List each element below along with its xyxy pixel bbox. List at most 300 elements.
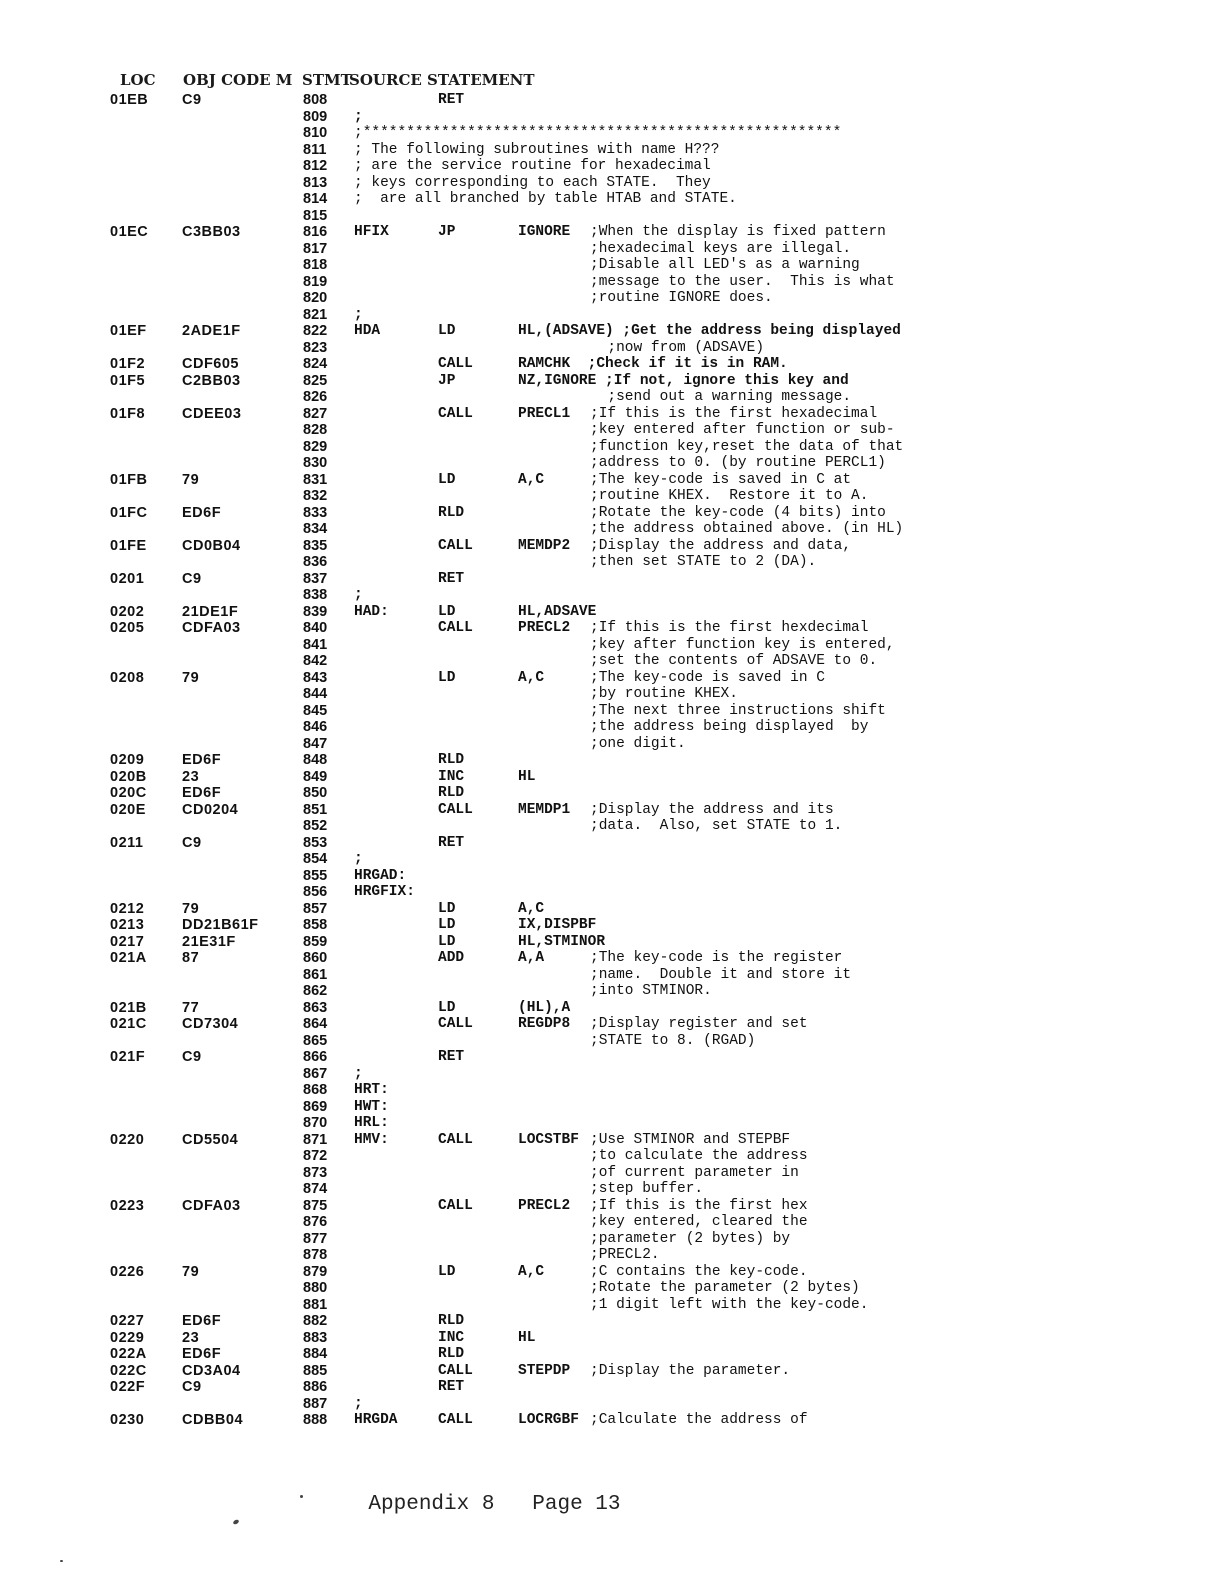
line-loc: 0229 [110, 1329, 145, 1346]
line-operand: A,C [518, 471, 545, 488]
listing-line [0, 1115, 1224, 1132]
line-label: HRGAD: [354, 867, 407, 884]
line-operand: HL,(ADSAVE) ;Get the address being displayed [518, 323, 901, 339]
listing-line [0, 389, 1224, 406]
line-opcode: CALL [438, 405, 473, 422]
line-comment-block: ; keys corresponding to each STATE. They [354, 174, 711, 191]
line-loc: 022F [110, 1379, 146, 1395]
line-stmt: 842 [303, 653, 328, 669]
line-loc: 01EF [110, 323, 147, 339]
listing-line [0, 637, 1224, 654]
line-stmt: 830 [303, 455, 328, 471]
line-operand: PRECL1 [518, 405, 571, 422]
column-header [115, 71, 535, 91]
line-comment: ;The next three instructions shift [590, 702, 886, 719]
listing-line [0, 1181, 1224, 1198]
listing-line [0, 323, 1224, 340]
line-comment: ;Display register and set [590, 1016, 808, 1032]
line-loc: 020E [110, 801, 146, 818]
line-stmt: 836 [303, 554, 328, 570]
line-stmt: 854 [303, 851, 328, 867]
line-opcode: JP [438, 224, 456, 240]
listing-line [0, 340, 1224, 357]
line-obj-code: CD0204 [182, 801, 239, 818]
line-operand: HL,STMINOR [518, 933, 606, 950]
line-obj-code: 79 [182, 900, 200, 917]
line-comment: ;now from (ADSAVE) [590, 339, 765, 356]
line-obj-code: C9 [182, 1049, 202, 1065]
line-stmt: 848 [303, 752, 328, 768]
line-comment: ;key entered, cleared the [590, 1214, 808, 1230]
line-label: ; [354, 306, 363, 323]
line-stmt: 837 [303, 570, 328, 587]
line-stmt: 809 [303, 108, 328, 125]
listing-line [0, 1363, 1224, 1380]
listing-line [0, 983, 1224, 1000]
listing-line [0, 241, 1224, 258]
line-comment: ;set the contents of ADSAVE to 0. [590, 653, 878, 669]
line-stmt: 875 [303, 1197, 328, 1214]
line-stmt: 810 [303, 125, 328, 141]
listing-line [0, 538, 1224, 555]
line-loc: 021A [110, 950, 147, 966]
listing-line [0, 472, 1224, 489]
listing-line [0, 670, 1224, 687]
listing-line [0, 1033, 1224, 1050]
line-stmt: 869 [303, 1098, 328, 1115]
listing-line [0, 1280, 1224, 1297]
line-obj-code: C9 [182, 570, 202, 587]
line-loc: 021B [110, 999, 147, 1016]
line-stmt: 861 [303, 966, 328, 983]
line-opcode: CALL [438, 1131, 473, 1148]
line-stmt: 845 [303, 702, 328, 719]
line-loc: 0208 [110, 669, 145, 686]
line-stmt: 874 [303, 1181, 328, 1197]
line-stmt: 812 [303, 158, 328, 174]
listing-line [0, 1264, 1224, 1281]
line-stmt: 844 [303, 686, 328, 702]
line-label: HDA [354, 323, 381, 339]
page-footer [318, 1470, 620, 1539]
line-comment: ;address to 0. (by routine PERCL1) [590, 455, 886, 471]
line-opcode: CALL [438, 801, 473, 818]
line-loc: 01EC [110, 224, 149, 240]
line-loc: 020B [110, 768, 147, 785]
line-loc: 01FB [110, 471, 148, 488]
line-stmt: 872 [303, 1148, 328, 1164]
line-opcode: ADD [438, 950, 465, 966]
listing-line [0, 208, 1224, 225]
line-stmt: 865 [303, 1032, 328, 1049]
line-stmt: 855 [303, 867, 328, 884]
line-stmt: 884 [303, 1346, 328, 1362]
line-label: ; [354, 108, 363, 125]
line-comment: ;When the display is fixed pattern [590, 224, 886, 240]
line-loc: 0220 [110, 1131, 145, 1148]
line-comment: ;The key-code is saved in C at [590, 471, 852, 488]
line-label: ; [354, 851, 363, 867]
line-stmt: 831 [303, 471, 328, 488]
line-opcode: LD [438, 323, 456, 339]
line-opcode: RLD [438, 1346, 465, 1362]
line-stmt: 814 [303, 191, 328, 207]
line-stmt: 888 [303, 1412, 328, 1428]
line-obj-code: C9 [182, 92, 202, 108]
line-stmt: 846 [303, 719, 328, 735]
line-loc: 01FC [110, 504, 148, 521]
listing-line [0, 307, 1224, 324]
line-stmt: 863 [303, 999, 328, 1016]
line-stmt: 859 [303, 933, 328, 950]
line-opcode: RET [438, 1049, 465, 1065]
line-loc: 022C [110, 1362, 147, 1379]
line-loc: 01F5 [110, 372, 146, 389]
line-opcode: CALL [438, 356, 473, 372]
line-loc: 01EB [110, 92, 149, 108]
line-loc: 020C [110, 785, 147, 801]
line-stmt: 829 [303, 438, 328, 455]
line-comment: ;name. Double it and store it [590, 966, 852, 983]
line-operand: LOCSTBF [518, 1131, 579, 1148]
line-stmt: 858 [303, 917, 328, 933]
line-obj-code: 2ADE1F [182, 323, 241, 339]
line-opcode: LD [438, 1263, 456, 1280]
listing-line [0, 274, 1224, 291]
line-comment-block: ; are all branched by table HTAB and STATE. [354, 191, 737, 207]
listing-body [0, 92, 1224, 1429]
line-operand: A,C [518, 900, 545, 917]
line-opcode: RLD [438, 504, 465, 521]
header-source: SOURCE STATEMENT [349, 71, 535, 89]
line-opcode: LD [438, 900, 456, 917]
line-comment: ;step buffer. [590, 1181, 704, 1197]
line-operand: REGDP8 [518, 1016, 571, 1032]
line-opcode: CALL [438, 1362, 473, 1379]
listing-line [0, 1313, 1224, 1330]
line-opcode: LD [438, 917, 456, 933]
listing-line [0, 785, 1224, 802]
line-comment: ;routine KHEX. Restore it to A. [590, 488, 869, 504]
line-stmt: 843 [303, 669, 328, 686]
listing-line [0, 752, 1224, 769]
line-comment: ;one digit. [590, 735, 686, 752]
listing-line [0, 257, 1224, 274]
line-obj-code: 79 [182, 669, 200, 686]
line-comment: ;Rotate the parameter (2 bytes) [590, 1280, 860, 1296]
line-stmt: 856 [303, 884, 328, 900]
line-operand: PRECL2 [518, 620, 571, 636]
line-stmt: 813 [303, 174, 328, 191]
line-obj-code: 21E31F [182, 933, 236, 950]
listing-line [0, 1247, 1224, 1264]
listing-line [0, 158, 1224, 175]
listing-line [0, 224, 1224, 241]
line-loc: 0201 [110, 570, 145, 587]
header-stmt: STMT [302, 71, 352, 89]
line-comment: ;to calculate the address [590, 1148, 808, 1164]
listing-line [0, 554, 1224, 571]
line-comment: ;routine IGNORE does. [590, 290, 773, 306]
line-stmt: 820 [303, 290, 328, 306]
line-operand: (HL),A [518, 999, 571, 1016]
line-stmt: 833 [303, 504, 328, 521]
line-stmt: 873 [303, 1164, 328, 1181]
listing-line [0, 884, 1224, 901]
line-obj-code: CDFA03 [182, 620, 241, 636]
line-obj-code: CDF605 [182, 356, 239, 372]
line-operand: HL [518, 1329, 536, 1346]
line-operand: HL [518, 768, 536, 785]
line-stmt: 811 [303, 141, 327, 158]
line-operand: MEMDP1 [518, 801, 571, 818]
listing-line [0, 505, 1224, 522]
line-opcode: CALL [438, 620, 473, 636]
line-obj-code: ED6F [182, 752, 222, 768]
line-stmt: 877 [303, 1230, 328, 1247]
line-comment: ;parameter (2 bytes) by [590, 1230, 791, 1247]
line-stmt: 817 [303, 240, 328, 257]
listing-line [0, 422, 1224, 439]
line-opcode: CALL [438, 1412, 473, 1428]
line-stmt: 880 [303, 1280, 328, 1296]
line-stmt: 852 [303, 818, 328, 834]
listing-line [0, 571, 1224, 588]
listing-line [0, 1132, 1224, 1149]
line-stmt: 864 [303, 1016, 328, 1032]
line-comment: ;Use STMINOR and STEPBF [590, 1131, 791, 1148]
scan-speck [300, 1495, 303, 1498]
line-comment: ;then set STATE to 2 (DA). [590, 554, 817, 570]
line-comment: ;function key,reset the data of that [590, 438, 904, 455]
line-obj-code: CDEE03 [182, 405, 242, 422]
line-comment: ;Disable all LED's as a warning [590, 257, 860, 273]
line-label: ; [354, 1395, 363, 1412]
line-opcode: CALL [438, 537, 473, 554]
line-label: ; [354, 587, 363, 603]
line-stmt: 832 [303, 488, 328, 504]
listing-line [0, 488, 1224, 505]
listing-line [0, 587, 1224, 604]
line-comment: ;If this is the first hexadecimal [590, 405, 878, 422]
line-comment: ;If this is the first hex [590, 1197, 808, 1214]
line-opcode: RET [438, 92, 465, 108]
line-stmt: 823 [303, 339, 328, 356]
line-comment: ;hexadecimal keys are illegal. [590, 240, 852, 257]
listing-line [0, 818, 1224, 835]
line-loc: 0213 [110, 917, 145, 933]
listing-line [0, 1379, 1224, 1396]
listing-line [0, 1346, 1224, 1363]
line-stmt: 860 [303, 950, 328, 966]
listing-line [0, 142, 1224, 159]
scan-speck [60, 1560, 63, 1562]
line-opcode: CALL [438, 1197, 473, 1214]
line-comment: ;key entered after function or sub- [590, 422, 895, 438]
line-label: HRT: [354, 1082, 389, 1098]
line-obj-code: C3BB03 [182, 224, 241, 240]
line-loc: 01FE [110, 537, 147, 554]
line-comment-block: ; are the service routine for hexadecimal [354, 158, 711, 174]
line-comment: ;The key-code is the register [590, 950, 843, 966]
line-obj-code: ED6F [182, 1346, 222, 1362]
line-stmt: 824 [303, 356, 328, 372]
listing-line [0, 290, 1224, 307]
line-obj-code: 77 [182, 999, 200, 1016]
listing-line [0, 1198, 1224, 1215]
line-loc: 0230 [110, 1412, 145, 1428]
scan-speck [232, 1519, 239, 1525]
line-stmt: 878 [303, 1247, 328, 1263]
line-opcode: RLD [438, 1313, 465, 1329]
line-comment-block: ;******************************************************* [354, 125, 842, 141]
line-loc: 0212 [110, 900, 145, 917]
line-label: ; [354, 1065, 363, 1082]
line-comment: ;the address being displayed by [590, 719, 869, 735]
line-stmt: 851 [303, 801, 328, 818]
listing-line [0, 191, 1224, 208]
header-loc: LOC [120, 71, 156, 89]
line-stmt: 826 [303, 389, 328, 405]
listing-line [0, 604, 1224, 621]
line-comment: ;The key-code is saved in C [590, 669, 825, 686]
line-stmt: 821 [303, 306, 328, 323]
listing-line [0, 620, 1224, 637]
listing-line [0, 967, 1224, 984]
listing-line [0, 439, 1224, 456]
listing-line [0, 1165, 1224, 1182]
line-stmt: 867 [303, 1065, 328, 1082]
listing-line [0, 125, 1224, 142]
line-comment: ;PRECL2. [590, 1247, 660, 1263]
listing-line [0, 521, 1224, 538]
listing-line [0, 868, 1224, 885]
listing-line [0, 1396, 1224, 1413]
line-stmt: 838 [303, 587, 328, 603]
line-stmt: 853 [303, 834, 328, 851]
line-comment: ;C contains the key-code. [590, 1263, 808, 1280]
listing-line [0, 373, 1224, 390]
line-obj-code: C2BB03 [182, 372, 241, 389]
line-opcode: RET [438, 834, 465, 851]
line-obj-code: CD5504 [182, 1131, 239, 1148]
line-obj-code: CDBB04 [182, 1412, 244, 1428]
line-stmt: 883 [303, 1329, 328, 1346]
listing-line [0, 703, 1224, 720]
line-comment: ;into STMINOR. [590, 983, 712, 999]
line-stmt: 825 [303, 372, 328, 389]
footer-appendix: Appendix 8 [368, 1493, 495, 1516]
line-stmt: 841 [303, 636, 328, 653]
line-operand: PRECL2 [518, 1197, 571, 1214]
line-comment: ;the address obtained above. (in HL) [590, 521, 904, 537]
line-operand: NZ,IGNORE ;If not, ignore this key and [518, 372, 849, 389]
line-stmt: 847 [303, 735, 328, 752]
line-obj-code: 21DE1F [182, 603, 239, 620]
line-comment: ;Display the address and data, [590, 537, 852, 554]
listing-line [0, 934, 1224, 951]
line-comment: ;message to the user. This is what [590, 273, 895, 290]
line-label: HWT: [354, 1098, 389, 1115]
line-stmt: 819 [303, 273, 328, 290]
line-opcode: INC [438, 768, 465, 785]
listing-line [0, 835, 1224, 852]
line-stmt: 816 [303, 224, 328, 240]
line-opcode: LD [438, 603, 456, 620]
line-operand: IGNORE [518, 224, 571, 240]
line-stmt: 871 [303, 1131, 328, 1148]
line-obj-code: C9 [182, 834, 202, 851]
line-opcode: CALL [438, 1016, 473, 1032]
listing-line [0, 1049, 1224, 1066]
footer-page: Page 13 [532, 1493, 621, 1516]
line-comment: ;1 digit left with the key-code. [590, 1296, 869, 1313]
line-comment: ;If this is the first hexdecimal [590, 620, 869, 636]
line-loc: 0202 [110, 603, 145, 620]
line-obj-code: 23 [182, 768, 200, 785]
line-comment-block: ; The following subroutines with name H??? [354, 141, 720, 158]
line-obj-code: 87 [182, 950, 200, 966]
header-obj-code: OBJ CODE M [183, 71, 293, 89]
line-loc: 022A [110, 1346, 147, 1362]
line-opcode: RLD [438, 785, 465, 801]
line-stmt: 885 [303, 1362, 328, 1379]
line-comment: ;Display the parameter. [590, 1362, 791, 1379]
line-stmt: 839 [303, 603, 328, 620]
listing-line [0, 736, 1224, 753]
line-opcode: INC [438, 1329, 465, 1346]
line-label: HMV: [354, 1131, 389, 1148]
line-operand: A,A [518, 950, 545, 966]
line-obj-code: ED6F [182, 1313, 222, 1329]
line-label: HRGDA [354, 1412, 398, 1428]
line-obj-code: ED6F [182, 504, 222, 521]
line-loc: 0226 [110, 1263, 145, 1280]
listing-line [0, 109, 1224, 126]
line-obj-code: CD7304 [182, 1016, 239, 1032]
listing-line [0, 901, 1224, 918]
listing-line [0, 950, 1224, 967]
line-loc: 0211 [110, 834, 144, 851]
line-comment: ;Rotate the key-code (4 bits) into [590, 504, 886, 521]
line-stmt: 834 [303, 521, 328, 537]
listing-line [0, 1231, 1224, 1248]
line-obj-code: ED6F [182, 785, 222, 801]
line-operand: MEMDP2 [518, 537, 571, 554]
line-opcode: RET [438, 570, 465, 587]
line-stmt: 850 [303, 785, 328, 801]
line-stmt: 882 [303, 1313, 328, 1329]
line-loc: 0227 [110, 1313, 145, 1329]
line-comment: ;key after function key is entered, [590, 636, 895, 653]
line-stmt: 822 [303, 323, 328, 339]
line-label: HRGFIX: [354, 884, 415, 900]
listing-line [0, 1148, 1224, 1165]
line-obj-code: 79 [182, 471, 200, 488]
line-comment: ;data. Also, set STATE to 1. [590, 818, 843, 834]
line-opcode: JP [438, 372, 456, 389]
line-opcode: LD [438, 669, 456, 686]
listing-line [0, 1000, 1224, 1017]
listing-line [0, 175, 1224, 192]
line-stmt: 849 [303, 768, 328, 785]
line-stmt: 887 [303, 1395, 328, 1412]
line-stmt: 876 [303, 1214, 328, 1230]
listing-line [0, 686, 1224, 703]
line-operand: HL,ADSAVE [518, 603, 597, 620]
line-loc: 021C [110, 1016, 147, 1032]
listing-line [0, 769, 1224, 786]
